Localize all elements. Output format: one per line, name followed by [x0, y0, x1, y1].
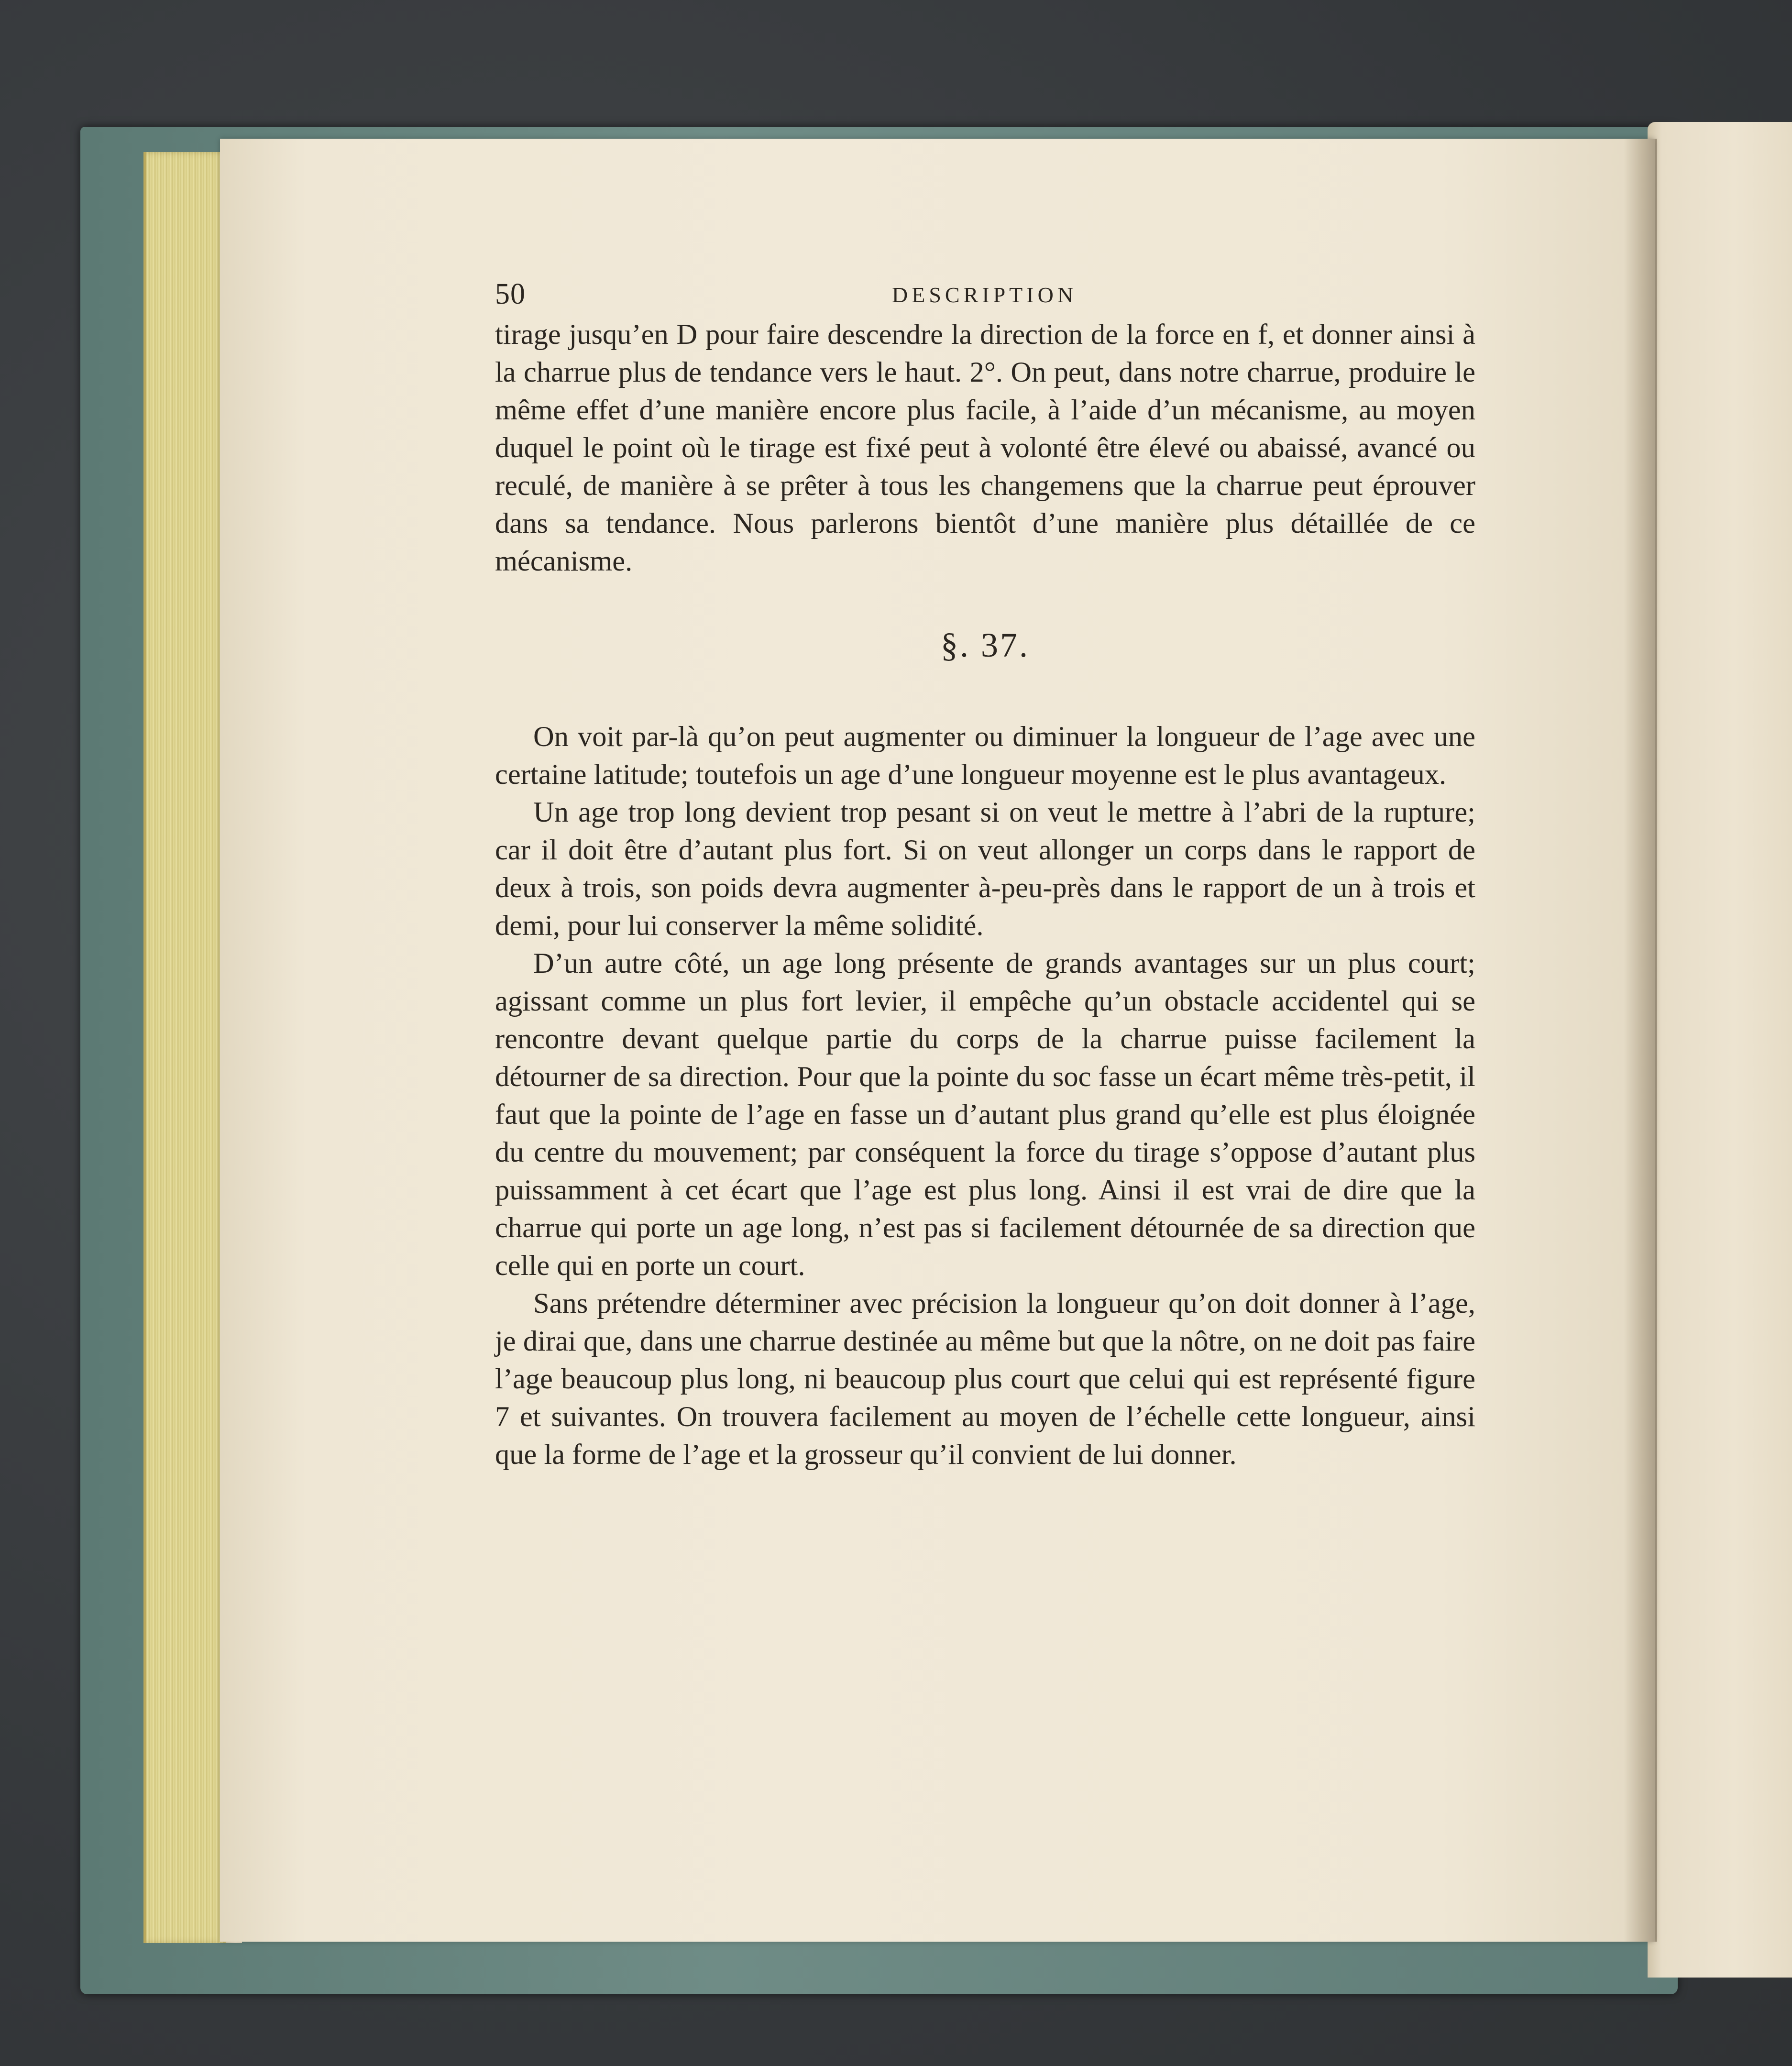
section-heading: §. 37.: [941, 626, 1030, 664]
gutter-shadow: [1624, 139, 1657, 1942]
page-text-block: [495, 268, 1475, 1473]
page-number: 50: [495, 278, 526, 310]
paragraph-1: tirage jusqu’en D pour faire descendre la direction de la force en f, et donner ainsi à la charrue plus de tendance vers le haut. 2°. On peut, dans notre charrue, produire le même effet d’une manière encore plus facile, à l’aide d’un mécanisme, au moyen duquel le point où le tirage est fixé peut à volonté être élevé ou abaissé, avancé ou reculé, de manière à se prêter à tous les changemens que la charrue peut éprouver dans sa tendance. Nous parlerons bientôt d’une manière plus détaillée de ce mécanisme.: [495, 319, 1475, 577]
paragraph-2: On voit par-là qu’on peut augmenter ou diminuer la longueur de l’age avec une certaine latitude; toutefois un age d’une longueur moyenne est le plus avantageux.: [495, 721, 1475, 791]
paragraph-4: D’un autre côté, un age long présente de grands avantages sur un plus court; agissant comme un plus fort levier, il empêche qu’un obstacle accidentel qui se rencontre devant quelque partie du corps de la charrue puisse facilement la détourner de sa direction. Pour que la pointe du soc fasse un écart même très-petit, il faut que la pointe de l’age en fasse un d’autant plus grand qu’elle est plus éloignée du centre du mouvement; par conséquent la force du tirage s’oppose d’autant plus puissamment à cet écart que l’age est plus long. Ainsi il est vrai de dire que la charrue qui porte un age long, n’est pas si facilement détournée de sa direction que celle qui en porte un court.: [495, 947, 1475, 1282]
running-head: [495, 268, 1475, 316]
facing-page: [1648, 122, 1792, 1978]
paragraph-3: Un age trop long devient trop pesant si on veut le mettre à l’abri de la rupture; car il doit être d’autant plus fort. Si on veut allonger un corps dans le rapport de deux à trois, son poids devra augmenter à-peu-près dans le rapport de un à trois et demi, pour lui conserver la même solidité.: [495, 796, 1475, 942]
paragraph-5: Sans prétendre déterminer avec précision la longueur qu’on doit donner à l’age, je dirai que, dans une charrue destinée au même but que la nôtre, on ne doit pas faire l’age beaucoup plus long, ni beaucoup plus court que celui qui est représenté figure 7 et suivantes. On trouvera facilement au moyen de l’échelle cette longueur, ainsi que la forme de l’age et la grosseur qu’il convient de lui donner.: [495, 1287, 1475, 1471]
page-edges: [143, 152, 228, 1943]
running-head-title: DESCRIPTION: [892, 283, 1077, 307]
